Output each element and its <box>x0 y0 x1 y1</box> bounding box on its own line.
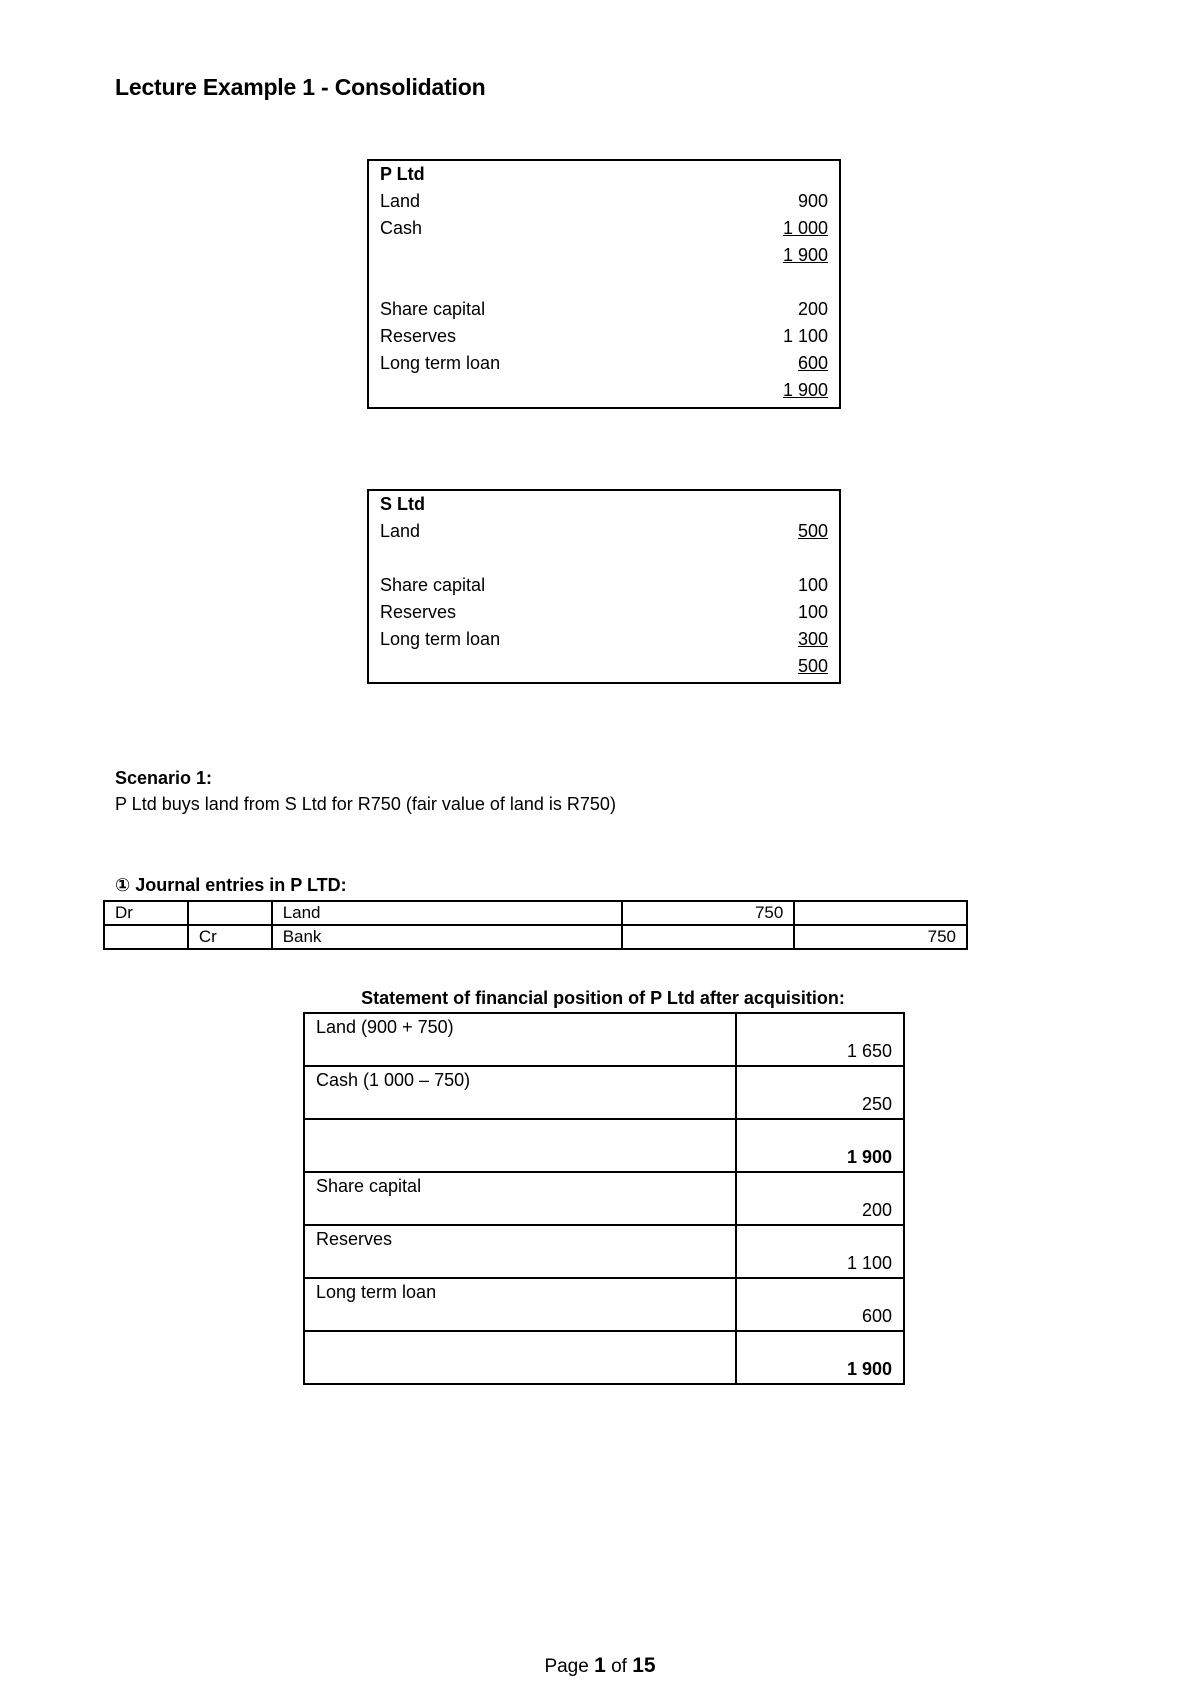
sfp-value: 1 650 <box>736 1013 904 1066</box>
p-ltd-balance-box <box>367 159 841 409</box>
row-label: Cash <box>380 218 423 238</box>
scenario-text: P Ltd buys land from S Ltd for R750 (fair value of land is R750) <box>115 794 616 814</box>
row-value: 1 000 <box>782 218 828 238</box>
sfp-label <box>304 1119 736 1172</box>
row-label: Land <box>380 191 421 211</box>
p-ltd-heading: P Ltd <box>380 164 425 184</box>
journal-table <box>103 900 968 950</box>
p-ltd-row-reserves <box>380 323 828 350</box>
table-row <box>304 1225 904 1278</box>
debit-cell: 750 <box>622 901 795 925</box>
row-label: Share capital <box>380 575 486 595</box>
row-value: 600 <box>797 353 828 373</box>
page-footer <box>0 1654 1200 1678</box>
sfp-value: 1 100 <box>736 1225 904 1278</box>
table-row <box>104 901 967 925</box>
debit-cell <box>622 925 795 949</box>
sfp-label: Long term loan <box>304 1278 736 1331</box>
row-value: 100 <box>797 602 828 622</box>
sfp-title: Statement of financial position of P Ltd after acquisition: <box>361 988 845 1008</box>
equity-total: 500 <box>797 656 828 676</box>
table-row <box>104 925 967 949</box>
s-ltd-heading: S Ltd <box>380 494 425 514</box>
sfp-value: 600 <box>736 1278 904 1331</box>
row-value: 300 <box>797 629 828 649</box>
p-ltd-row-share-capital <box>380 296 828 323</box>
row-label: Share capital <box>380 299 486 319</box>
dr-cell <box>104 925 188 949</box>
row-label: Reserves <box>380 326 457 346</box>
s-ltd-row-share-capital <box>380 572 828 599</box>
s-ltd-row-reserves <box>380 599 828 626</box>
row-label: Land <box>380 521 421 541</box>
assets-total: 1 900 <box>782 245 828 265</box>
row-value: 200 <box>797 299 828 319</box>
credit-cell <box>794 901 967 925</box>
s-ltd-row-loan <box>380 626 828 653</box>
s-ltd-balance-box <box>367 489 841 684</box>
table-row <box>304 1119 904 1172</box>
credit-cell: 750 <box>794 925 967 949</box>
of-word: of <box>611 1656 627 1677</box>
table-row <box>304 1013 904 1066</box>
s-ltd-row-land <box>380 518 828 545</box>
sfp-value: 250 <box>736 1066 904 1119</box>
cr-cell <box>188 901 272 925</box>
s-ltd-equity-total-row <box>380 653 828 680</box>
sfp-total-value: 1 900 <box>736 1331 904 1384</box>
sfp-table <box>303 1012 905 1385</box>
row-value: 500 <box>797 521 828 541</box>
p-ltd-row-loan <box>380 350 828 377</box>
sfp-label: Share capital <box>304 1172 736 1225</box>
row-value: 900 <box>797 191 828 211</box>
p-ltd-equity-total-row <box>380 377 828 404</box>
row-label: Long term loan <box>380 353 501 373</box>
sfp-value: 200 <box>736 1172 904 1225</box>
row-label: Reserves <box>380 602 457 622</box>
row-value: 100 <box>797 575 828 595</box>
p-ltd-heading-row <box>380 161 828 188</box>
row-value: 1 100 <box>782 326 828 346</box>
sfp-total-value: 1 900 <box>736 1119 904 1172</box>
cr-cell: Cr <box>188 925 272 949</box>
table-row <box>304 1172 904 1225</box>
table-row <box>304 1331 904 1384</box>
row-label: Long term loan <box>380 629 501 649</box>
page-total: 15 <box>632 1654 656 1677</box>
page-number: 1 <box>594 1654 606 1677</box>
sfp-label: Reserves <box>304 1225 736 1278</box>
account-cell: Land <box>272 901 622 925</box>
table-row <box>304 1278 904 1331</box>
table-row <box>304 1066 904 1119</box>
account-cell: Bank <box>272 925 622 949</box>
equity-total: 1 900 <box>782 380 828 400</box>
page-word: Page <box>544 1656 589 1677</box>
sfp-label: Land (900 + 750) <box>304 1013 736 1066</box>
scenario-title: Scenario 1: <box>115 768 213 788</box>
sfp-label: Cash (1 000 – 750) <box>304 1066 736 1119</box>
p-ltd-row-land <box>380 188 828 215</box>
sfp-label <box>304 1331 736 1384</box>
page-title: Lecture Example 1 - Consolidation <box>115 74 486 100</box>
p-ltd-row-cash <box>380 215 828 242</box>
p-ltd-assets-total-row <box>380 242 828 269</box>
journal-title: ① Journal entries in P LTD: <box>115 875 347 895</box>
s-ltd-heading-row <box>380 491 828 518</box>
dr-cell: Dr <box>104 901 188 925</box>
